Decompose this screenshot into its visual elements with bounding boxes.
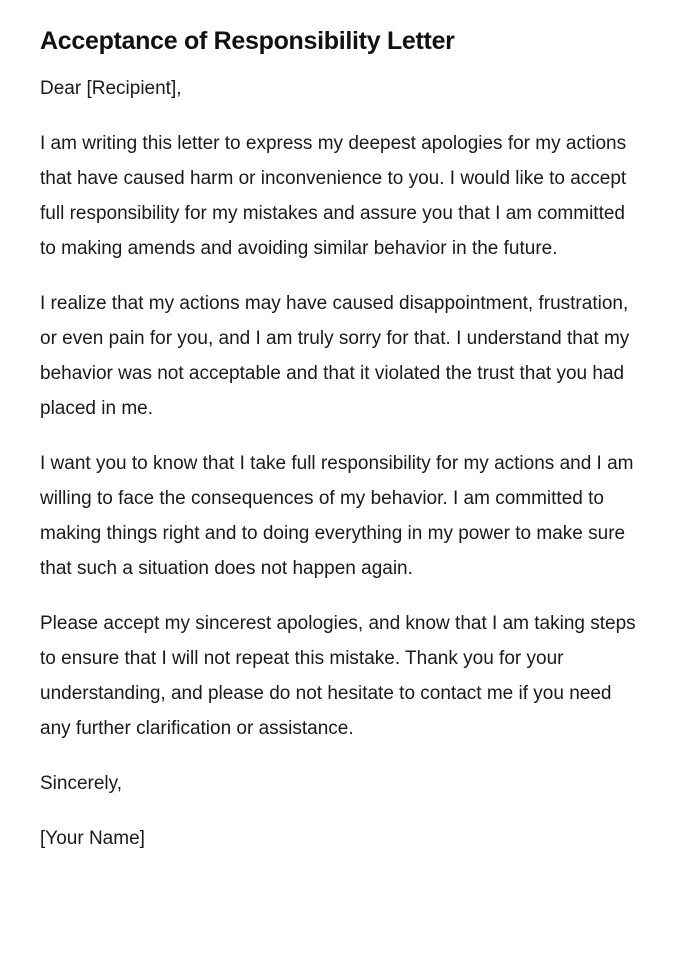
letter-closing: Sincerely,: [40, 773, 123, 794]
letter-paragraph-4: Please accept my sincerest apologies, and know that I am taking steps to ensure that I will not repeat this mistake. Thank you for your understanding, and please do not hesitate to contact me if you need any further clarification or assistance.: [40, 613, 636, 739]
letter-paragraph-3: I want you to know that I take full responsibility for my actions and I am willing to face the consequences of my behavior. I am committed to making things right and to doing everything in my power to make sure that such a situation does not happen again.: [40, 453, 634, 579]
letter-title: Acceptance of Responsibility Letter: [40, 27, 455, 55]
letter-salutation: Dear [Recipient],: [40, 78, 182, 99]
letter-paragraph-1: I am writing this letter to express my deepest apologies for my actions that have caused harm or inconvenience to you. I would like to accept full responsibility for my mistakes and assure you that I am committed to making amends and avoiding similar behavior in the future.: [40, 133, 627, 259]
letter-signature: [Your Name]: [40, 828, 145, 849]
letter-paragraph-2: I realize that my actions may have caused disappointment, frustration, or even pain for you, and I am truly sorry for that. I understand that my behavior was not acceptable and that it violated the trust that you had placed in me.: [40, 293, 630, 419]
